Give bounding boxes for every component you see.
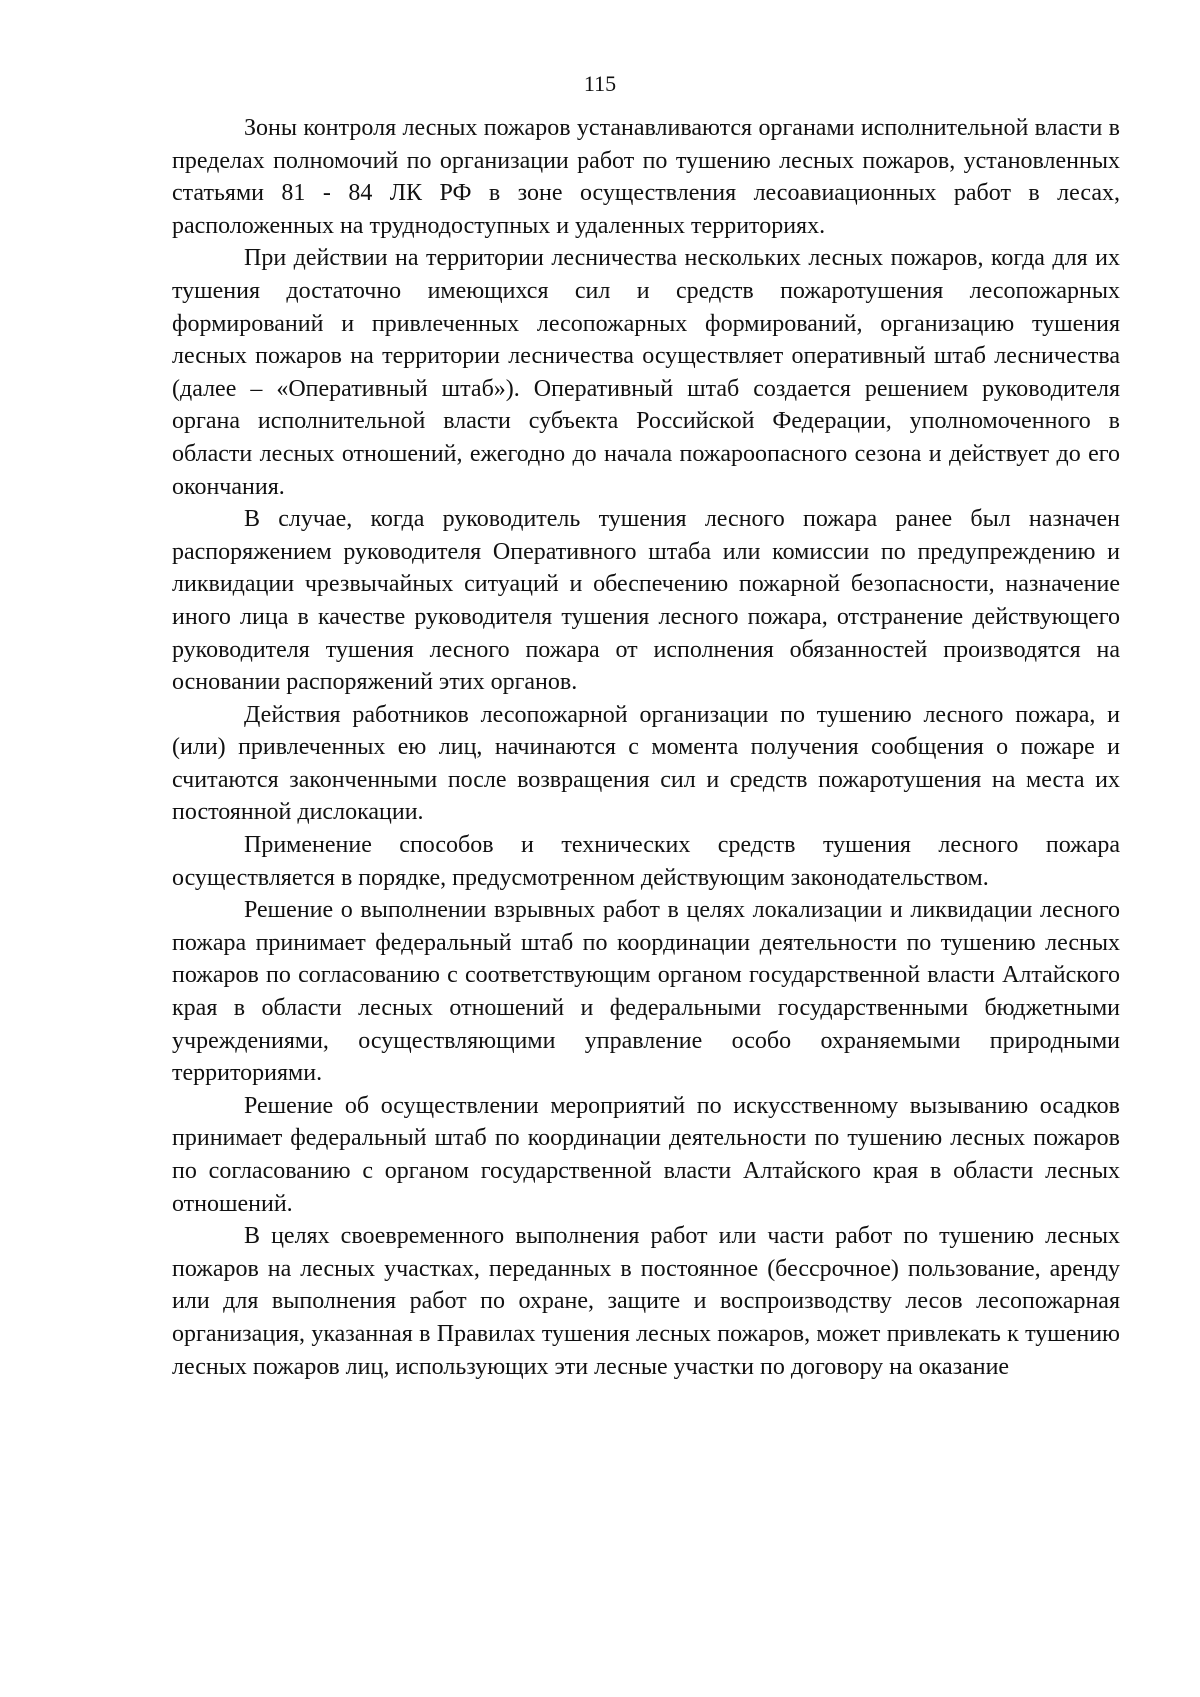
paragraph: Действия работников лесопожарной организации по тушению лесного пожара, и (или) привлеченных ею лиц, начинаются с момента получения сообщения о пожаре и считаются законченными после возвращения сил и средств пожаротушения на места их постоянной дислокации. (172, 701, 1120, 826)
paragraph: При действии на территории лесничества нескольких лесных пожаров, когда для их тушения достаточно имеющихся сил и средств пожаротушения лесопожарных формирований и привлеченных лесопожарных формирований, организацию тушения лесных пожаров на территории лесничества осуществляет оперативный штаб лесничества (далее – «Оперативный штаб»). Оперативный штаб создается решением руководителя органа исполнительной власти субъекта Российской Федерации, уполномоченного в области лесных отношений, ежегодно до начала пожароопасного сезона и действует до его окончания. (172, 245, 1120, 500)
page-number: 115 (583, 71, 617, 96)
paragraph: Применение способов и технических средств тушения лесного пожара осуществляется в порядке, предусмотренном действующим законодательством. (172, 832, 1120, 891)
paragraph: Решение об осуществлении мероприятий по искусственному вызыванию осадков принимает федеральный штаб по координации деятельности по тушению лесных пожаров по согласованию с органом государственной власти Алтайского края в области лесных отношений. (172, 1092, 1120, 1217)
paragraph: Зоны контроля лесных пожаров устанавливаются органами исполнительной власти в пределах полномочий по организации работ по тушению лесных пожаров, установленных статьями 81 - 84 ЛК РФ в зоне осуществления лесоавиационных работ в лесах, расположенных на труднодоступных и удаленных территориях. (172, 115, 1120, 239)
body-text (172, 112, 1120, 1383)
paragraph: В целях своевременного выполнения работ или части работ по тушению лесных пожаров на лесных участках, переданных в постоянное (бессрочное) пользование, аренду или для выполнения работ по охране, защите и воспроизводству лесов лесопожарная организация, указанная в Правилах тушения лесных пожаров, может привлекать к тушению лесных пожаров лиц, использующих эти лесные участки по договору на оказание (172, 1223, 1120, 1380)
paragraph: В случае, когда руководитель тушения лесного пожара ранее был назначен распоряжением руководителя Оперативного штаба или комиссии по предупреждению и ликвидации чрезвычайных ситуаций и обеспечению пожарной безопасности, назначение иного лица в качестве руководителя тушения лесного пожара, отстранение действующего руководителя тушения лесного пожара от исполнения обязанностей производятся на основании распоряжений этих органов. (172, 506, 1120, 696)
paragraph: Решение о выполнении взрывных работ в целях локализации и ликвидации лесного пожара принимает федеральный штаб по координации деятельности по тушению лесных пожаров по согласованию с соответствующим органом государственной власти Алтайского края в области лесных отношений и федеральными государственными бюджетными учреждениями, осуществляющими управление особо охраняемыми природными территориями. (172, 897, 1120, 1087)
